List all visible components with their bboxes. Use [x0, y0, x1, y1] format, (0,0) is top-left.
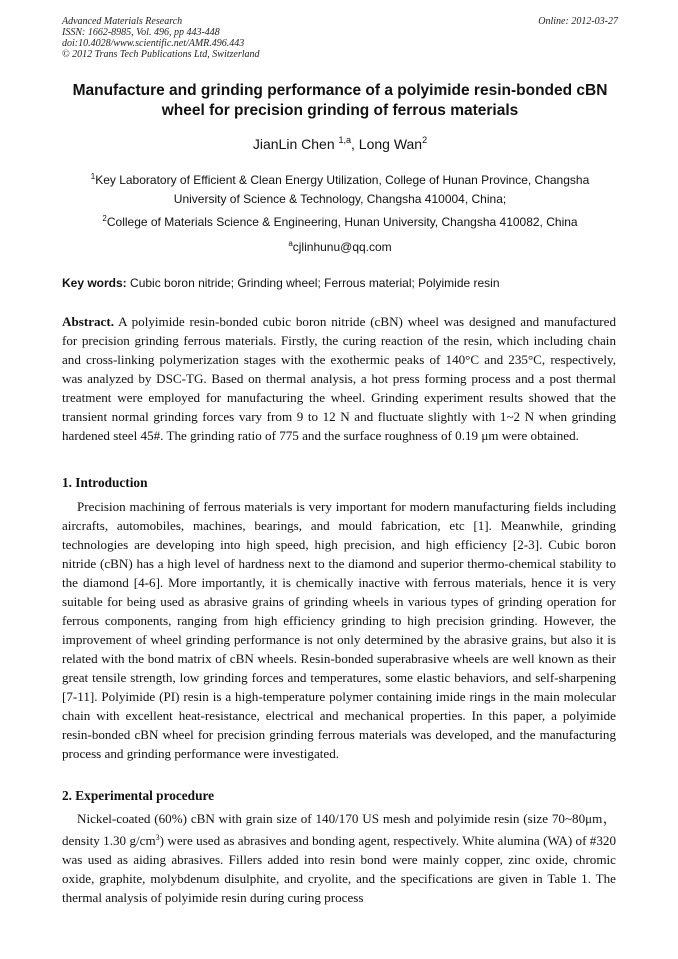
affiliation-1 — [62, 167, 618, 209]
abstract — [62, 312, 616, 445]
affiliation-2-marker: 2 — [102, 214, 107, 223]
email-address: cjlinhunu@qq.com — [292, 240, 392, 254]
author-2-affil-marker: 2 — [422, 135, 428, 145]
abstract-label: Abstract. — [62, 314, 114, 329]
paper-title — [62, 81, 618, 121]
affiliation-1-marker: 1 — [90, 172, 96, 181]
keywords-text: Cubic boron nitride; Grinding wheel; Ferrous material; Polyimide resin — [130, 276, 500, 290]
author-2-name: Long Wan — [358, 136, 423, 152]
author-1-name: JianLin Chen — [252, 136, 335, 152]
title-line-2: wheel for precision grinding of ferrous materials — [161, 102, 519, 119]
section-2-text-part-1: Nickel-coated (60%) cBN with grain size of 140/170 US mesh and polyimide resin (size 70~80μm，density 1.30 g/cm — [62, 811, 616, 848]
section-2-paragraph — [62, 809, 616, 907]
section-1-paragraph: Precision machining of ferrous materials is very important for modern manufacturing fields including aircrafts, automobiles, machines, bearings, and mould fabrication, etc [1]. Meanwhile, grinding technologies are developing into high speed, high precision, and high efficiency [2-3]. Cubic boron nitride (cBN) has a high level of hardness next to the diamond and superior thermo-chemical stability to the diamond [4-6]. More importantly, it is chemically inactive with ferrous materials, hence it is very suitable for being used as abrasive grains of grinding wheels in various types of grinding operation for ferrous components, ranging from high efficiency grinding to high precision grinding. However, the improvement of wheel grinding performance is not only determined by the abrasive grains, but also it is related with the bond matrix of cBN wheels. Resin-bonded superabrasive wheels are well known as their great tensile strength, low grinding forces and temperatures, some elastic behaviors, and self-sharpening [7-11]. Polyimide (PI) resin is a high-temperature polymer containing imide rings in the main molecular chain with excellent heat-resistance, electrical and mechanical properties. In this paper, a polyimide resin-bonded cBN wheel for precision grinding ferrous materials was developed, and the manufacturing process and grinding performance were investigated. — [62, 499, 616, 761]
copyright-line: © 2012 Trans Tech Publications Ltd, Switzerland — [62, 49, 260, 60]
journal-name: Advanced Materials Research — [62, 16, 183, 27]
section-1-heading: 1. Introduction — [62, 475, 148, 490]
unit-superscript: 3 — [155, 833, 160, 842]
affiliation-1-line-2: University of Science & Technology, Changsha 410004, China; — [173, 192, 507, 206]
keywords-label: Key words: — [62, 276, 127, 290]
doi-line: doi:10.4028/www.scientific.net/AMR.496.443 — [62, 38, 245, 49]
abstract-text: A polyimide resin-bonded cubic boron nitride (cBN) wheel was designed and manufactured for precision grinding ferrous materials. Firstly, the curing reaction of the resin, which including chain and cross-linking polymerization stages with the exothermic peaks of 140°C and 235°C, respectively, was analyzed by DSC-TG. Based on thermal analysis, a hot press forming process and a post thermal treatment were employed for manufacturing the wheel. Grinding experiment results showed that the transient normal grinding forces vary from 9 to 12 N and fluctuate slightly with 1~2 N when grinding hardened steel 45#. The grinding ratio of 775 and the surface roughness of 0.19 μm were obtained. — [62, 314, 616, 443]
keywords — [62, 275, 618, 291]
affiliation-2-text: College of Materials Science & Engineering, Hunan University, Changsha 410082, China — [106, 215, 578, 229]
section-2-heading: 2. Experimental procedure — [62, 788, 215, 803]
title-line-1: Manufacture and grinding performance of a polyimide resin-bonded cBN — [72, 82, 608, 99]
author-1-affil-marker: 1,a — [338, 135, 352, 145]
author-separator: , — [351, 136, 359, 152]
affiliation-1-line-1: Key Laboratory of Efficient & Clean Energy Utilization, College of Hunan Province, Changsha — [95, 173, 590, 187]
corresponding-email — [62, 234, 618, 257]
issn-line: ISSN: 1662-8985, Vol. 496, pp 443-448 — [62, 27, 220, 38]
email-marker: a — [288, 239, 293, 248]
journal-header — [62, 16, 618, 60]
author-list — [62, 131, 618, 153]
online-date: Online: 2012-03-27 — [538, 16, 618, 27]
section-2-text-part-2: ) were used as abrasives and bonding agent, respectively. White alumina (WA) of #320 was used as aiding abrasives. Fillers added into resin bond were mainly copper, zinc oxide, chromic oxide, graphite, molybdenum disulphite, and cryolite, and the specifications are given in Table 1. The thermal analysis of polyimide resin during curing process — [62, 833, 616, 905]
affiliation-2 — [62, 209, 618, 232]
